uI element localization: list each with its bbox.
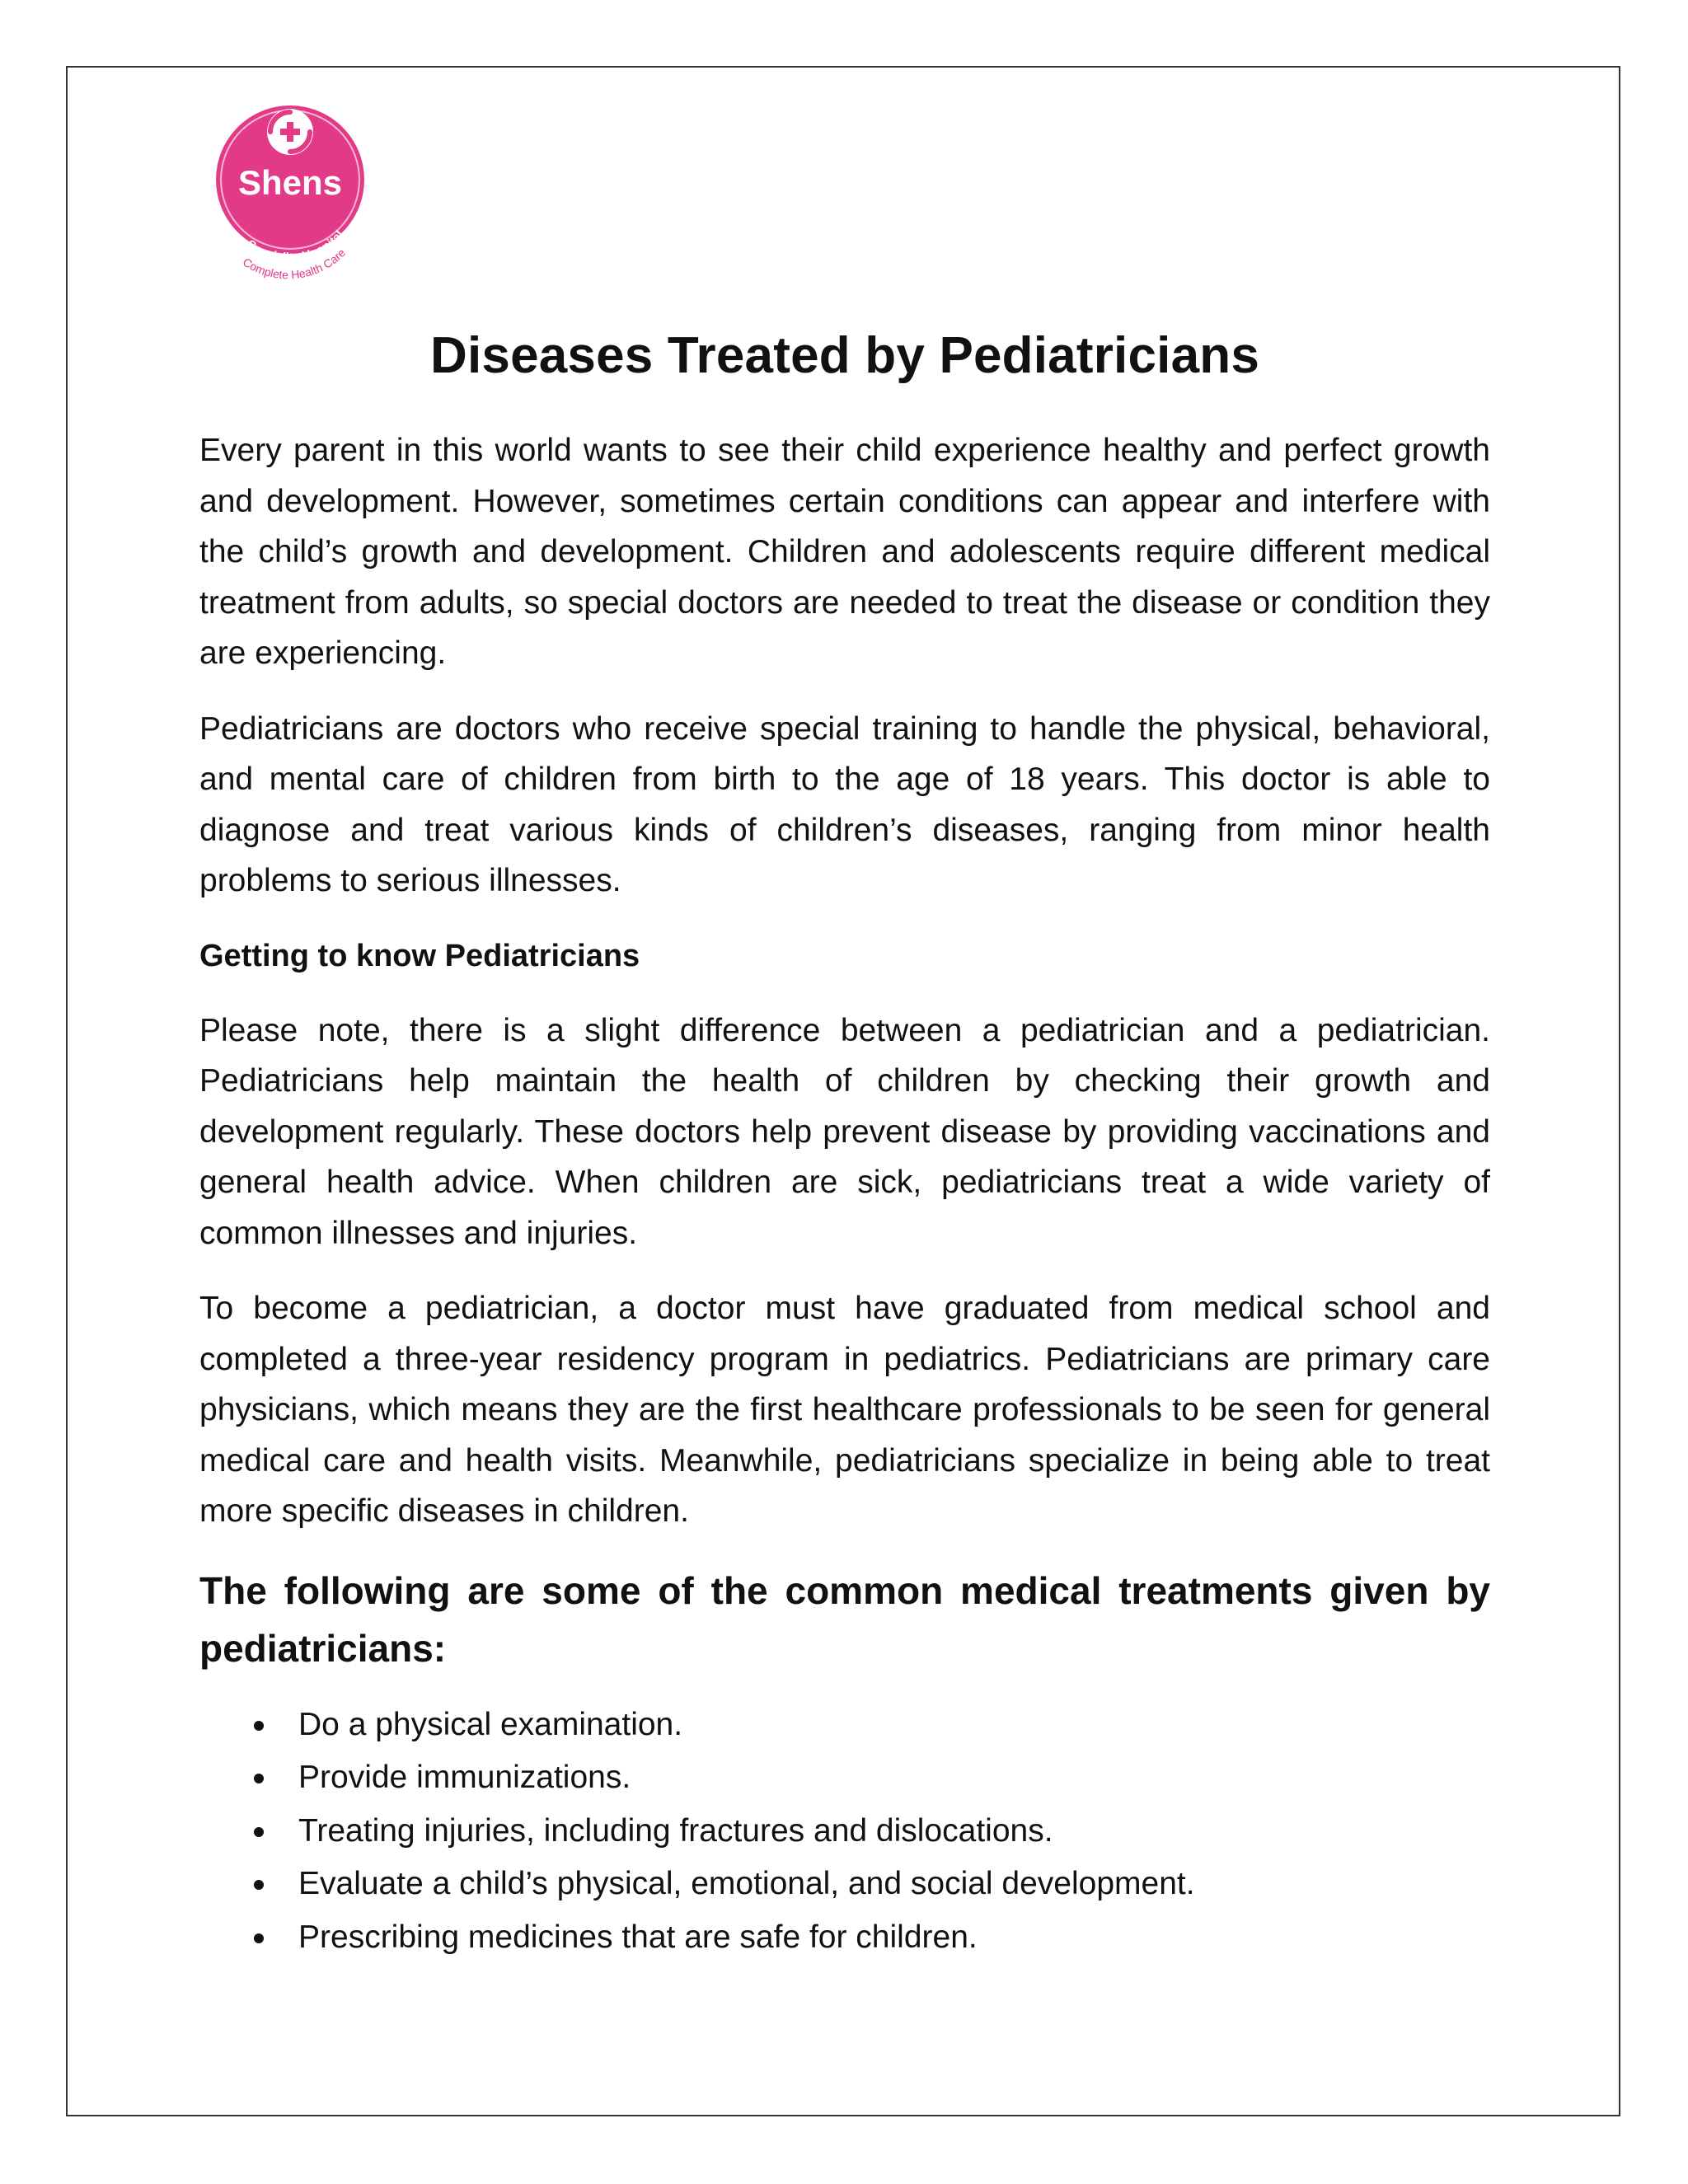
hands-with-cross-icon <box>267 109 313 155</box>
hospital-logo <box>208 97 373 288</box>
section-heading-getting-to-know: Getting to know Pediatricians <box>199 938 640 973</box>
page-title: Diseases Treated by Pediatricians <box>429 327 1260 384</box>
treatments-list <box>199 1699 1490 1965</box>
list-item <box>254 1699 1490 1752</box>
logo-arc-line-1: Speciality Hospital <box>243 227 347 265</box>
list-item <box>254 1751 1490 1805</box>
list-item <box>254 1858 1490 1911</box>
list-item-text: Provide immunizations. <box>298 1760 631 1795</box>
bullet-icon <box>254 1721 264 1731</box>
list-item-text: Prescribing medicines that are safe for children. <box>298 1919 978 1955</box>
section1-paragraph-2: To become a pediatrician, a doctor must have graduated from medical school and completed a three-year residency program in pediatrics. Pediatricians are primary care physicians, which means they are the first healthcare professionals to be seen for general medical care and health visits. Meanwhile, pediatricians specialize in being able to treat more specific diseases in children. <box>199 1291 1490 1529</box>
bullet-icon <box>254 1774 264 1783</box>
list-item-text: Treating injuries, including fractures and dislocations. <box>298 1812 1053 1849</box>
logo-brand-text: Shens <box>237 163 343 202</box>
list-item-text: Do a physical examination. <box>298 1706 683 1742</box>
logo-arc-line-2: Complete Health Care <box>240 246 349 282</box>
bullet-icon <box>254 1827 264 1837</box>
list-item <box>254 1911 1490 1965</box>
section1-paragraph-1: Please note, there is a slight difference between a pediatrician and a pediatrician. Pediatricians help maintain the health of children by checking their growth and development regularly. These doctors help prevent disease by providing vaccinations and general health advice. When children are sick, pediatricians treat a wide variety of common illnesses and injuries. <box>199 1012 1490 1251</box>
bullet-icon <box>254 1880 264 1890</box>
intro-paragraph-2: Pediatricians are doctors who receive special training to handle the physical, behavioral, and mental care of children from birth to the age of 18 years. This doctor is able to diagnose and treat various kinds of children’s diseases, ranging from minor health problems to serious illnesses. <box>199 710 1490 898</box>
document-content <box>199 321 1490 1964</box>
list-item-text: Evaluate a child’s physical, emotional, and social development. <box>298 1866 1195 1901</box>
list-item <box>254 1805 1490 1858</box>
bullet-icon <box>254 1933 264 1943</box>
logo-graphic <box>208 97 373 288</box>
section-heading-treatments: The following are some of the common medical treatments given by pediatricians: <box>199 1568 1490 1670</box>
intro-paragraph-1: Every parent in this world wants to see their child experience healthy and perfect growth and development. However, sometimes certain conditions can appear and interfere with the child’s growth and development. Children and adolescents require different medical treatment from adults, so special doctors are needed to treat the disease or condition they are experiencing. <box>199 433 1490 671</box>
